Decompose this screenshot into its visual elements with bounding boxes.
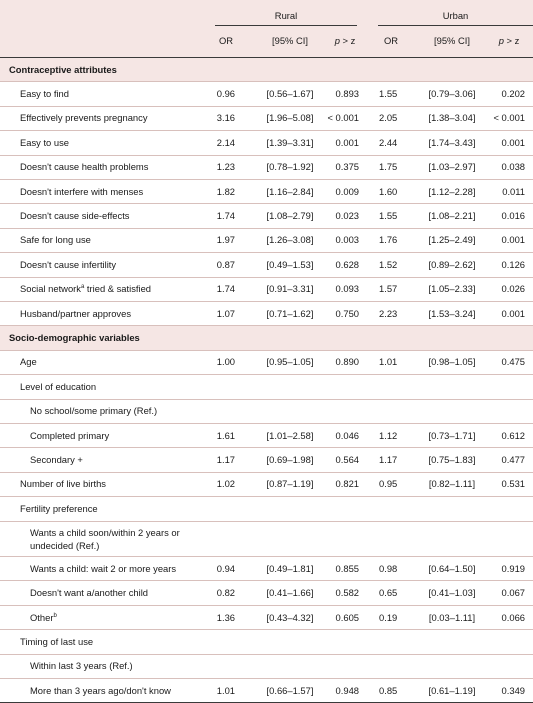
rural-or-value: 1.74 — [216, 283, 235, 295]
rural-or-value: 0.94 — [216, 562, 235, 574]
table-row — [0, 253, 533, 277]
rural-or-value: 1.82 — [216, 185, 235, 197]
urban-or-value: 0.98 — [379, 562, 398, 574]
rural-or-value: 1.02 — [216, 478, 235, 490]
urban-ci-value: [0.79–3.06] — [428, 88, 476, 100]
urban-ci-value: [0.73–1.71] — [428, 429, 476, 441]
table-row — [0, 351, 533, 375]
table-row — [0, 630, 533, 654]
rural-ci-value: [0.49–1.81] — [266, 562, 314, 574]
urban-p-value: 0.202 — [501, 88, 525, 100]
rural-group-rule — [215, 25, 357, 26]
row-label: Wants a child: wait 2 or more years — [30, 562, 177, 574]
rural-or-value: 1.07 — [216, 307, 235, 319]
row-label: Within last 3 years (Ref.) — [30, 660, 133, 672]
rural-p-value: 0.093 — [335, 283, 359, 295]
urban-or-value: 0.95 — [379, 478, 398, 490]
rural-ci-value: [0.66–1.57] — [266, 684, 314, 696]
row-label: Social network$^a$ tried & satisfied — [20, 283, 152, 295]
row-label: Secondary + — [30, 454, 83, 466]
table-row — [0, 473, 533, 497]
urban-p-value: 0.531 — [501, 478, 525, 490]
rural-or-value: 1.17 — [216, 454, 235, 466]
table-row — [0, 278, 533, 302]
footnote-marker: b — [53, 612, 57, 619]
urban-or-value: 1.76 — [379, 234, 398, 246]
table-row — [0, 522, 533, 558]
rural-p-value: < 0.001 — [327, 112, 359, 124]
rural-p-header: p > z — [334, 35, 356, 46]
rural-or-value: 1.01 — [216, 684, 235, 696]
urban-ci-value: [0.82–1.11] — [428, 478, 476, 490]
urban-or-value: 2.44 — [379, 136, 398, 148]
urban-p-value: 0.475 — [501, 356, 525, 368]
urban-p-value: < 0.001 — [493, 112, 525, 124]
rural-p-value: 0.001 — [335, 136, 359, 148]
section-heading: Contraceptive attributes — [9, 63, 117, 75]
rural-or-value: 3.16 — [216, 112, 235, 124]
table-row — [0, 302, 533, 326]
urban-p-value: 0.001 — [501, 136, 525, 148]
urban-p-value: 0.038 — [501, 161, 525, 173]
rural-group-label: Rural — [274, 10, 298, 21]
rural-p-value: 0.582 — [335, 587, 359, 599]
row-label: Easy to use — [20, 136, 69, 148]
rural-ci-header: [95% CI] — [272, 35, 308, 46]
urban-p-value: 0.477 — [501, 454, 525, 466]
urban-or-value: 2.05 — [379, 112, 398, 124]
table-row — [0, 204, 533, 228]
urban-p-value: 0.066 — [501, 611, 525, 623]
row-label: Level of education — [20, 380, 97, 392]
section-row — [0, 326, 533, 350]
table-row — [0, 375, 533, 399]
rural-ci-value: [1.01–2.58] — [266, 429, 314, 441]
rural-ci-value: [1.26–3.08] — [266, 234, 314, 246]
urban-p-value: 0.349 — [501, 684, 525, 696]
rural-ci-value: [0.71–1.62] — [266, 307, 314, 319]
urban-ci-value: [0.75–1.83] — [428, 454, 476, 466]
rural-p-value: 0.605 — [335, 611, 359, 623]
rural-ci-value: [0.91–3.31] — [266, 283, 314, 295]
rural-or-value: 1.00 — [216, 356, 235, 368]
rural-p-value: 0.628 — [335, 258, 359, 270]
urban-ci-header: [95% CI] — [434, 35, 470, 46]
urban-p-value: 0.067 — [501, 587, 525, 599]
table-row — [0, 400, 533, 424]
rural-ci-value: [0.43–4.32] — [266, 611, 314, 623]
urban-p-value: 0.612 — [501, 429, 525, 441]
rural-or-header: OR — [218, 35, 234, 46]
urban-or-value: 0.19 — [379, 611, 398, 623]
table-row — [0, 448, 533, 472]
table-row — [0, 655, 533, 679]
row-label: Other$^b$ — [30, 611, 57, 623]
urban-ci-value: [1.38–3.04] — [428, 112, 476, 124]
row-label: Effectively prevents pregnancy — [20, 112, 148, 124]
urban-p-value: 0.016 — [501, 210, 525, 222]
row-label: Doesn't interfere with menses — [20, 185, 144, 197]
urban-ci-value: [0.03–1.11] — [428, 611, 476, 623]
rural-ci-value: [0.41–1.66] — [266, 587, 314, 599]
urban-ci-value: [1.05–2.33] — [428, 283, 476, 295]
urban-ci-value: [0.64–1.50] — [428, 562, 476, 574]
urban-or-value: 2.23 — [379, 307, 398, 319]
rural-p-value: 0.023 — [335, 210, 359, 222]
rural-or-value: 0.82 — [216, 587, 235, 599]
urban-p-value: 0.011 — [502, 185, 525, 197]
footnote-marker: a — [80, 284, 85, 291]
urban-ci-value: [1.74–3.43] — [428, 136, 476, 148]
urban-or-value: 1.57 — [379, 283, 398, 295]
rural-p-value: 0.046 — [335, 429, 359, 441]
row-label: Completed primary — [30, 429, 110, 441]
urban-or-header: OR — [383, 35, 399, 46]
urban-ci-value: [0.89–2.62] — [428, 258, 476, 270]
row-label: Doesn't cause infertility — [20, 258, 117, 270]
urban-or-value: 1.17 — [379, 454, 398, 466]
rural-p-value: 0.821 — [335, 478, 359, 490]
row-label: Husband/partner approves — [20, 307, 132, 319]
urban-ci-value: [0.41–1.03] — [428, 587, 476, 599]
urban-p-value: 0.001 — [501, 234, 525, 246]
row-label: Age — [20, 356, 37, 368]
row-label: Number of live births — [20, 478, 106, 490]
urban-or-value: 0.65 — [379, 587, 398, 599]
rural-or-value: 0.96 — [216, 88, 235, 100]
section-heading: Socio-demographic variables — [9, 332, 140, 344]
rural-or-value: 1.23 — [216, 161, 235, 173]
urban-group-rule — [378, 25, 533, 26]
rural-p-value: 0.750 — [335, 307, 359, 319]
rural-ci-value: [0.95–1.05] — [266, 356, 314, 368]
row-label: Safe for long use — [20, 234, 91, 246]
rural-ci-value: [0.87–1.19] — [266, 478, 314, 490]
rural-p-value: 0.890 — [335, 356, 359, 368]
row-label: More than 3 years ago/don't know — [30, 684, 171, 696]
rural-ci-value: [0.69–1.98] — [266, 454, 314, 466]
rural-p-value: 0.003 — [335, 234, 359, 246]
urban-p-value: 0.126 — [501, 258, 525, 270]
urban-or-value: 1.60 — [379, 185, 398, 197]
rural-or-value: 1.36 — [216, 611, 235, 623]
rural-ci-value: [0.78–1.92] — [266, 161, 314, 173]
row-label: Easy to find — [20, 88, 69, 100]
rural-or-value: 2.14 — [216, 136, 235, 148]
urban-or-value: 1.01 — [379, 356, 398, 368]
table-row — [0, 156, 533, 180]
rural-p-value: 0.564 — [335, 454, 359, 466]
row-label: Wants a child soon/within 2 years or undecided (Ref.) — [30, 526, 180, 551]
rural-p-value: 0.948 — [335, 684, 359, 696]
table-row — [0, 606, 533, 630]
urban-ci-value: [1.12–2.28] — [428, 185, 476, 197]
table-row — [0, 131, 533, 155]
urban-or-value: 1.12 — [379, 429, 398, 441]
table-row — [0, 497, 533, 521]
rural-p-value: 0.893 — [335, 88, 359, 100]
row-label: Fertility preference — [20, 502, 98, 514]
table-row — [0, 82, 533, 106]
table-row — [0, 180, 533, 204]
urban-ci-value: [1.25–2.49] — [428, 234, 476, 246]
rural-or-value: 1.97 — [216, 234, 235, 246]
urban-p-value: 0.026 — [501, 283, 525, 295]
rural-p-value: 0.009 — [335, 185, 359, 197]
urban-p-value: 0.919 — [501, 562, 525, 574]
rural-ci-value: [1.39–3.31] — [266, 136, 314, 148]
table-header — [0, 0, 533, 58]
rural-ci-value: [1.08–2.79] — [266, 210, 314, 222]
urban-or-value: 1.55 — [379, 210, 398, 222]
row-label: Doesn't cause side-effects — [20, 210, 130, 222]
table-row — [0, 229, 533, 253]
rural-p-value: 0.375 — [335, 161, 359, 173]
urban-ci-value: [1.03–2.97] — [428, 161, 476, 173]
urban-ci-value: [1.53–3.24] — [428, 307, 476, 319]
urban-p-value: 0.001 — [501, 307, 525, 319]
table-row — [0, 582, 533, 606]
urban-or-value: 0.85 — [379, 684, 398, 696]
rural-p-value: 0.855 — [335, 562, 359, 574]
urban-or-value: 1.55 — [379, 88, 398, 100]
rural-ci-value: [1.16–2.84] — [266, 185, 314, 197]
table-row — [0, 679, 533, 703]
table-row — [0, 107, 533, 131]
urban-ci-value: [1.08–2.21] — [428, 210, 476, 222]
urban-ci-value: [0.98–1.05] — [428, 356, 476, 368]
row-label: Doesn't cause health problems — [20, 161, 149, 173]
urban-or-value: 1.52 — [379, 258, 398, 270]
rural-ci-value: [0.56–1.67] — [266, 88, 314, 100]
row-label: No school/some primary (Ref.) — [30, 405, 158, 417]
urban-ci-value: [0.61–1.19] — [428, 684, 476, 696]
rural-or-value: 1.74 — [216, 210, 235, 222]
rural-or-value: 0.87 — [216, 258, 235, 270]
rural-ci-value: [1.96–5.08] — [266, 112, 314, 124]
rural-ci-value: [0.49–1.53] — [266, 258, 314, 270]
table-row — [0, 557, 533, 581]
row-label: Timing of last use — [20, 635, 94, 647]
urban-group-label: Urban — [442, 10, 469, 21]
rural-or-value: 1.61 — [216, 429, 235, 441]
urban-p-header: p > z — [498, 35, 520, 46]
section-row — [0, 58, 533, 82]
table-row — [0, 424, 533, 448]
urban-or-value: 1.75 — [379, 161, 398, 173]
row-label: Doesn't want a/another child — [30, 587, 149, 599]
